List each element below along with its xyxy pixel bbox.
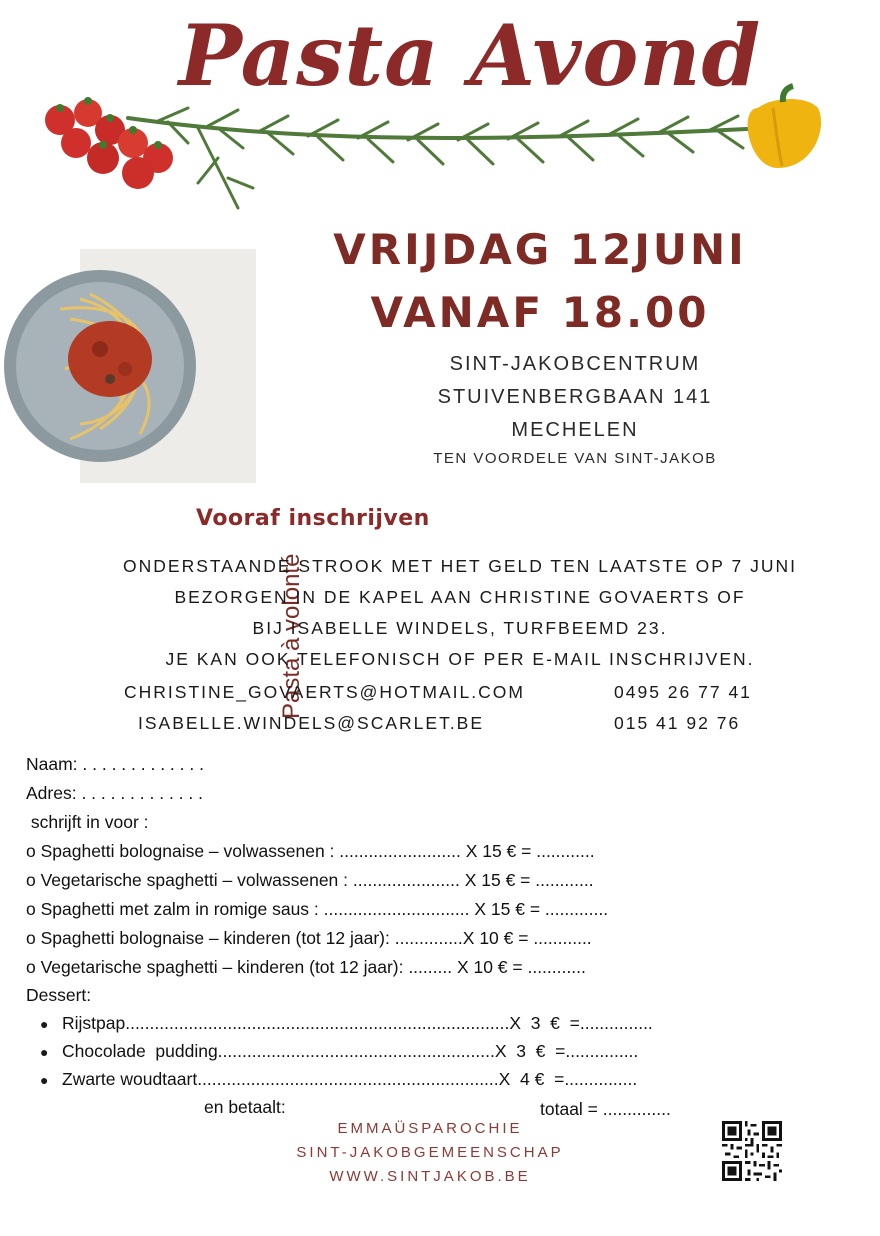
instruction-line-2: BEZORGEN IN DE KAPEL AAN CHRISTINE GOVAERTS OF	[174, 587, 746, 607]
pasta-photo	[80, 249, 305, 719]
event-date: VRIJDAG 12JUNI	[333, 225, 747, 274]
instruction-line-4: JE KAN OOK TELEFONISCH OF PER E-MAIL INSCHRIJVEN.	[165, 649, 755, 669]
pasta-plate-illustration	[80, 249, 256, 483]
page-title: Pasta Avond	[178, 6, 762, 105]
form-item-vegetarian-kids: o Vegetarische spaghetti – kinderen (tot 12 jaar): ......... X 10 € = ............	[26, 957, 586, 977]
form-paid-label: en betaalt:	[204, 1097, 286, 1117]
qr-code-icon[interactable]	[722, 1121, 782, 1181]
footer-website[interactable]: WWW.SINTJAKOB.BE	[329, 1168, 531, 1185]
venue-street: STUIVENBERGBAAN 141	[437, 386, 713, 408]
instruction-line-1: ONDERSTAANDE STROOK MET HET GELD TEN LAATSTE OP 7 JUNI	[123, 556, 797, 576]
bullet-icon: ●	[40, 1072, 49, 1088]
form-item-bolognaise-kids: o Spaghetti bolognaise – kinderen (tot 12 jaar): ..............X 10 € = ............	[26, 928, 592, 948]
footer-parish: EMMAÜSPAROCHIE	[337, 1120, 523, 1137]
form-address-field: Adres: . . . . . . . . . . . . .	[26, 783, 203, 803]
bullet-icon: ●	[40, 1044, 49, 1060]
form-subscribe-label: schrijft in voor :	[26, 812, 149, 832]
contact-email-isabelle[interactable]: ISABELLE.WINDELS@SCARLET.BE	[138, 713, 485, 733]
benefit-note: TEN VOORDELE VAN SINT-JAKOB	[433, 450, 717, 467]
form-total-field: totaal = ..............	[540, 1099, 671, 1119]
event-time: VANAF 18.00	[370, 288, 710, 337]
registration-heading: Vooraf inschrijven	[196, 506, 430, 531]
form-dessert-rijstpap: Rijstpap...............................................................................X 3 € =...............	[62, 1013, 653, 1033]
instruction-line-3: BIJ ISABELLE WINDELS, TURFBEEMD 23.	[252, 618, 668, 638]
form-dessert-pudding: Chocolade pudding.........................................................X 3 € =...............	[62, 1041, 639, 1061]
cherry-tomatoes	[45, 97, 173, 189]
contact-phone-christine[interactable]: 0495 26 77 41	[614, 682, 752, 702]
yellow-pepper	[748, 86, 821, 168]
form-dessert-woudtaart: Zwarte woudtaart..............................................................X 4 € =...............	[62, 1069, 638, 1089]
form-item-bolognaise-adult: o Spaghetti bolognaise – volwassenen : ......................... X 15 € = ............	[26, 841, 595, 861]
form-dessert-label: Dessert:	[26, 985, 92, 1005]
venue-city: MECHELEN	[511, 419, 639, 441]
photo-caption: Pasta à volonté	[278, 553, 305, 719]
garnish-illustration	[38, 88, 838, 218]
contact-phone-isabelle[interactable]: 015 41 92 76	[614, 713, 741, 733]
contact-email-christine[interactable]: CHRISTINE_GOVAERTS@HOTMAIL.COM	[124, 682, 525, 702]
rosemary-sprig	[128, 108, 768, 208]
bullet-icon: ●	[40, 1016, 49, 1032]
form-item-vegetarian-adult: o Vegetarische spaghetti – volwassenen : ...................... X 15 € = ............	[26, 870, 594, 890]
form-name-field: Naam: . . . . . . . . . . . . .	[26, 754, 204, 774]
venue-name: SINT-JAKOBCENTRUM	[449, 353, 701, 375]
footer-community: SINT-JAKOBGEMEENSCHAP	[296, 1144, 564, 1161]
form-item-salmon: o Spaghetti met zalm in romige saus : .............................. X 15 € = .............	[26, 899, 609, 919]
